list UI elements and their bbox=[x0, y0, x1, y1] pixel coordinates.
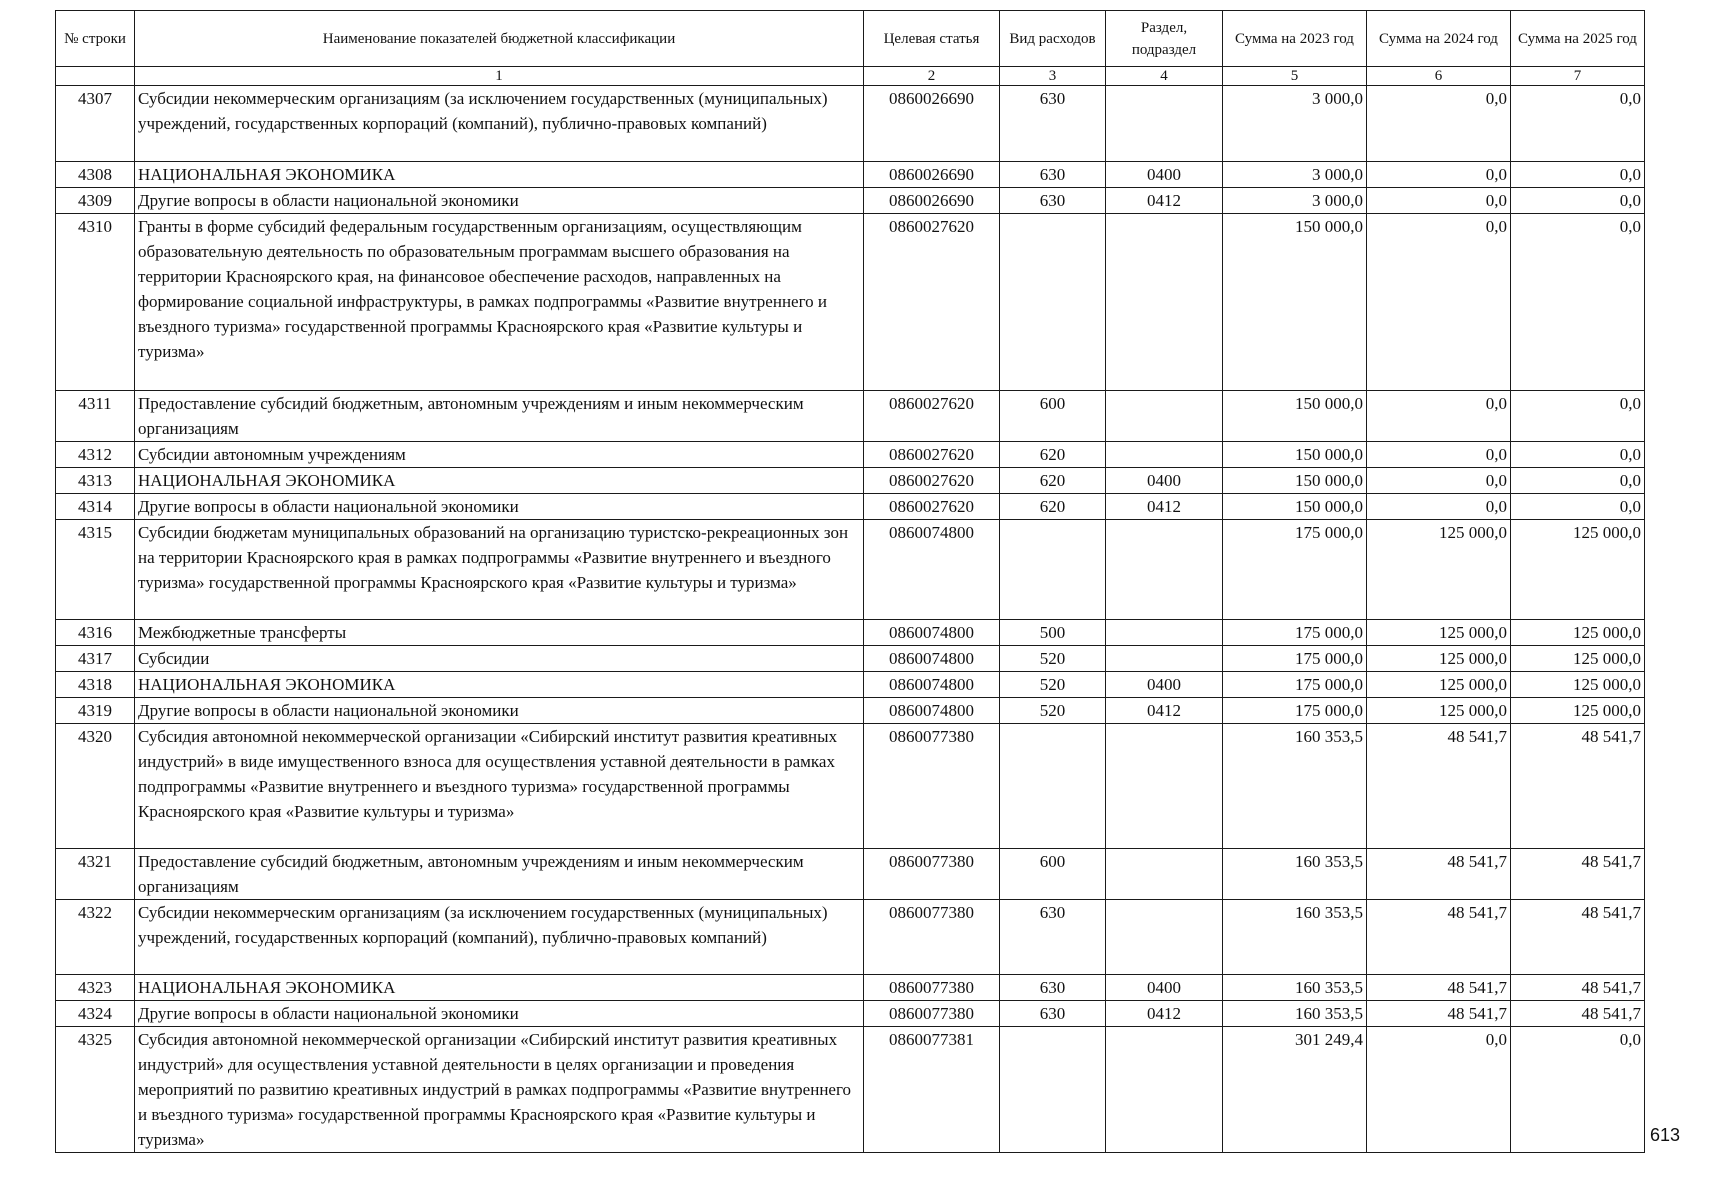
sum-2025-cell: 0,0 bbox=[1511, 1027, 1645, 1153]
expense-type-cell: 600 bbox=[1000, 849, 1106, 900]
column-number: 1 bbox=[135, 67, 864, 86]
indicator-name-cell: Межбюджетные трансферты bbox=[135, 620, 864, 646]
row-number-cell: 4321 bbox=[56, 849, 135, 900]
expense-type-cell: 630 bbox=[1000, 188, 1106, 214]
target-article-cell: 0860026690 bbox=[864, 86, 1000, 162]
target-article-cell: 0860074800 bbox=[864, 698, 1000, 724]
sum-2024-cell: 125 000,0 bbox=[1367, 620, 1511, 646]
column-number: 7 bbox=[1511, 67, 1645, 86]
sum-2025-cell: 0,0 bbox=[1511, 468, 1645, 494]
indicator-name-cell: Другие вопросы в области национальной экономики bbox=[135, 698, 864, 724]
row-number-cell: 4317 bbox=[56, 646, 135, 672]
sum-2025-cell: 0,0 bbox=[1511, 494, 1645, 520]
expense-type-cell: 520 bbox=[1000, 672, 1106, 698]
row-number-cell: 4308 bbox=[56, 162, 135, 188]
sum-2024-cell: 0,0 bbox=[1367, 391, 1511, 442]
sum-2023-cell: 175 000,0 bbox=[1223, 672, 1367, 698]
expense-type-cell bbox=[1000, 520, 1106, 620]
sum-2023-cell: 3 000,0 bbox=[1223, 86, 1367, 162]
section-cell: 0400 bbox=[1106, 975, 1223, 1001]
column-number: 4 bbox=[1106, 67, 1223, 86]
sum-2024-cell: 0,0 bbox=[1367, 86, 1511, 162]
table-row bbox=[56, 900, 1645, 975]
budget-table bbox=[55, 10, 1645, 1153]
row-number-cell: 4319 bbox=[56, 698, 135, 724]
sum-2024-cell: 125 000,0 bbox=[1367, 672, 1511, 698]
sum-2023-cell: 150 000,0 bbox=[1223, 494, 1367, 520]
table-row bbox=[56, 468, 1645, 494]
header-row-no: № строки bbox=[56, 11, 135, 67]
table-row bbox=[56, 698, 1645, 724]
section-cell bbox=[1106, 724, 1223, 849]
section-cell: 0412 bbox=[1106, 494, 1223, 520]
row-number-cell: 4315 bbox=[56, 520, 135, 620]
target-article-cell: 0860074800 bbox=[864, 520, 1000, 620]
section-cell: 0412 bbox=[1106, 188, 1223, 214]
table-row bbox=[56, 849, 1645, 900]
target-article-cell: 0860027620 bbox=[864, 468, 1000, 494]
header-razdel: Раздел, подраздел bbox=[1106, 11, 1223, 67]
sum-2025-cell: 125 000,0 bbox=[1511, 698, 1645, 724]
sum-2025-cell: 125 000,0 bbox=[1511, 520, 1645, 620]
indicator-name-cell: Субсидии некоммерческим организациям (за исключением государственных (муниципальных) учреждений, государственных корпораций (компаний), публично-правовых компаний) bbox=[135, 900, 864, 975]
target-article-cell: 0860077380 bbox=[864, 975, 1000, 1001]
section-cell bbox=[1106, 1027, 1223, 1153]
budget-sheet bbox=[55, 10, 1644, 1153]
target-article-cell: 0860027620 bbox=[864, 442, 1000, 468]
indicator-name-cell: НАЦИОНАЛЬНАЯ ЭКОНОМИКА bbox=[135, 975, 864, 1001]
section-cell bbox=[1106, 646, 1223, 672]
expense-type-cell: 630 bbox=[1000, 1001, 1106, 1027]
expense-type-cell bbox=[1000, 214, 1106, 391]
row-number-cell: 4316 bbox=[56, 620, 135, 646]
header-sum-2025: Сумма на 2025 год bbox=[1511, 11, 1645, 67]
target-article-cell: 0860077380 bbox=[864, 724, 1000, 849]
target-article-cell: 0860026690 bbox=[864, 188, 1000, 214]
table-row bbox=[56, 391, 1645, 442]
sum-2023-cell: 150 000,0 bbox=[1223, 468, 1367, 494]
row-number-cell: 4320 bbox=[56, 724, 135, 849]
table-row bbox=[56, 86, 1645, 162]
expense-type-cell: 620 bbox=[1000, 494, 1106, 520]
indicator-name-cell: Предоставление субсидий бюджетным, автономным учреждениям и иным некоммерческим организациям bbox=[135, 391, 864, 442]
row-number-cell: 4313 bbox=[56, 468, 135, 494]
expense-type-cell: 630 bbox=[1000, 162, 1106, 188]
target-article-cell: 0860077381 bbox=[864, 1027, 1000, 1153]
expense-type-cell: 600 bbox=[1000, 391, 1106, 442]
target-article-cell: 0860027620 bbox=[864, 391, 1000, 442]
header-row bbox=[56, 11, 1645, 67]
target-article-cell: 0860074800 bbox=[864, 620, 1000, 646]
sum-2025-cell: 48 541,7 bbox=[1511, 975, 1645, 1001]
sum-2023-cell: 175 000,0 bbox=[1223, 620, 1367, 646]
column-number: 3 bbox=[1000, 67, 1106, 86]
table-row bbox=[56, 442, 1645, 468]
sum-2025-cell: 125 000,0 bbox=[1511, 646, 1645, 672]
expense-type-cell: 630 bbox=[1000, 975, 1106, 1001]
section-cell bbox=[1106, 86, 1223, 162]
sum-2023-cell: 150 000,0 bbox=[1223, 391, 1367, 442]
target-article-cell: 0860077380 bbox=[864, 1001, 1000, 1027]
table-row bbox=[56, 646, 1645, 672]
target-article-cell: 0860074800 bbox=[864, 646, 1000, 672]
sum-2025-cell: 48 541,7 bbox=[1511, 724, 1645, 849]
table-row bbox=[56, 724, 1645, 849]
page-number: 613 bbox=[1650, 1125, 1681, 1145]
sum-2024-cell: 0,0 bbox=[1367, 442, 1511, 468]
table-row bbox=[56, 494, 1645, 520]
sum-2024-cell: 48 541,7 bbox=[1367, 975, 1511, 1001]
section-cell bbox=[1106, 900, 1223, 975]
column-number bbox=[56, 67, 135, 86]
indicator-name-cell: НАЦИОНАЛЬНАЯ ЭКОНОМИКА bbox=[135, 162, 864, 188]
sum-2025-cell: 48 541,7 bbox=[1511, 900, 1645, 975]
indicator-name-cell: НАЦИОНАЛЬНАЯ ЭКОНОМИКА bbox=[135, 468, 864, 494]
sum-2025-cell: 125 000,0 bbox=[1511, 672, 1645, 698]
column-numbers-row bbox=[56, 67, 1645, 86]
section-cell bbox=[1106, 849, 1223, 900]
header-sum-2024: Сумма на 2024 год bbox=[1367, 11, 1511, 67]
sum-2024-cell: 48 541,7 bbox=[1367, 1001, 1511, 1027]
sum-2025-cell: 48 541,7 bbox=[1511, 849, 1645, 900]
table-row bbox=[56, 1027, 1645, 1153]
sum-2023-cell: 160 353,5 bbox=[1223, 975, 1367, 1001]
table-row bbox=[56, 620, 1645, 646]
row-number-cell: 4322 bbox=[56, 900, 135, 975]
sum-2023-cell: 175 000,0 bbox=[1223, 698, 1367, 724]
sum-2023-cell: 150 000,0 bbox=[1223, 442, 1367, 468]
section-cell bbox=[1106, 214, 1223, 391]
indicator-name-cell: Другие вопросы в области национальной экономики bbox=[135, 188, 864, 214]
sum-2024-cell: 0,0 bbox=[1367, 468, 1511, 494]
target-article-cell: 0860027620 bbox=[864, 494, 1000, 520]
sum-2023-cell: 160 353,5 bbox=[1223, 900, 1367, 975]
sum-2023-cell: 160 353,5 bbox=[1223, 849, 1367, 900]
section-cell: 0400 bbox=[1106, 468, 1223, 494]
sum-2023-cell: 160 353,5 bbox=[1223, 1001, 1367, 1027]
sum-2025-cell: 0,0 bbox=[1511, 188, 1645, 214]
sum-2025-cell: 0,0 bbox=[1511, 391, 1645, 442]
expense-type-cell: 630 bbox=[1000, 900, 1106, 975]
sum-2024-cell: 48 541,7 bbox=[1367, 724, 1511, 849]
expense-type-cell: 520 bbox=[1000, 646, 1106, 672]
sum-2023-cell: 150 000,0 bbox=[1223, 214, 1367, 391]
indicator-name-cell: НАЦИОНАЛЬНАЯ ЭКОНОМИКА bbox=[135, 672, 864, 698]
sum-2024-cell: 48 541,7 bbox=[1367, 900, 1511, 975]
section-cell bbox=[1106, 391, 1223, 442]
row-number-cell: 4324 bbox=[56, 1001, 135, 1027]
sum-2024-cell: 0,0 bbox=[1367, 188, 1511, 214]
sum-2024-cell: 0,0 bbox=[1367, 1027, 1511, 1153]
sum-2023-cell: 3 000,0 bbox=[1223, 162, 1367, 188]
target-article-cell: 0860074800 bbox=[864, 672, 1000, 698]
indicator-name-cell: Другие вопросы в области национальной экономики bbox=[135, 1001, 864, 1027]
target-article-cell: 0860026690 bbox=[864, 162, 1000, 188]
row-number-cell: 4314 bbox=[56, 494, 135, 520]
row-number-cell: 4323 bbox=[56, 975, 135, 1001]
row-number-cell: 4310 bbox=[56, 214, 135, 391]
indicator-name-cell: Субсидии автономным учреждениям bbox=[135, 442, 864, 468]
sum-2023-cell: 160 353,5 bbox=[1223, 724, 1367, 849]
table-row bbox=[56, 672, 1645, 698]
section-cell: 0412 bbox=[1106, 1001, 1223, 1027]
indicator-name-cell: Гранты в форме субсидий федеральным государственным организациям, осуществляющим образовательную деятельность по образовательным программам высшего образования на территории Красноярского края, на финансовое обеспечение расходов, направленных на формирование социальной инфраструктуры, в рамках подпрограммы «Развитие внутреннего и въездного туризма» государственной программы Красноярского края «Развитие культуры и туризма» bbox=[135, 214, 864, 391]
table-row bbox=[56, 188, 1645, 214]
table-row bbox=[56, 520, 1645, 620]
sum-2025-cell: 48 541,7 bbox=[1511, 1001, 1645, 1027]
header-target: Целевая статья bbox=[864, 11, 1000, 67]
row-number-cell: 4312 bbox=[56, 442, 135, 468]
row-number-cell: 4318 bbox=[56, 672, 135, 698]
section-cell bbox=[1106, 620, 1223, 646]
header-vid: Вид расходов bbox=[1000, 11, 1106, 67]
header-sum-2023: Сумма на 2023 год bbox=[1223, 11, 1367, 67]
target-article-cell: 0860077380 bbox=[864, 900, 1000, 975]
sum-2025-cell: 0,0 bbox=[1511, 442, 1645, 468]
column-number: 6 bbox=[1367, 67, 1511, 86]
sum-2025-cell: 0,0 bbox=[1511, 214, 1645, 391]
indicator-name-cell: Субсидии бюджетам муниципальных образований на организацию туристско-рекреационных зон на территории Красноярского края в рамках подпрограммы «Развитие внутреннего и въездного туризма» государственной программы Красноярского края «Развитие культуры и туризма» bbox=[135, 520, 864, 620]
sum-2023-cell: 175 000,0 bbox=[1223, 520, 1367, 620]
expense-type-cell: 500 bbox=[1000, 620, 1106, 646]
expense-type-cell bbox=[1000, 1027, 1106, 1153]
row-number-cell: 4325 bbox=[56, 1027, 135, 1153]
expense-type-cell: 620 bbox=[1000, 468, 1106, 494]
indicator-name-cell: Субсидия автономной некоммерческой организации «Сибирский институт развития креативных индустрий» для осуществления уставной деятельности в целях организации и проведения мероприятий по развитию креативных индустрий в рамках подпрограммы «Развитие внутреннего и въездного туризма» государственной программы Красноярского края «Развитие культуры и туризма» bbox=[135, 1027, 864, 1153]
column-number: 2 bbox=[864, 67, 1000, 86]
sum-2024-cell: 0,0 bbox=[1367, 214, 1511, 391]
table-row bbox=[56, 975, 1645, 1001]
section-cell: 0400 bbox=[1106, 672, 1223, 698]
section-cell: 0412 bbox=[1106, 698, 1223, 724]
sum-2025-cell: 125 000,0 bbox=[1511, 620, 1645, 646]
sum-2024-cell: 125 000,0 bbox=[1367, 520, 1511, 620]
row-number-cell: 4311 bbox=[56, 391, 135, 442]
target-article-cell: 0860027620 bbox=[864, 214, 1000, 391]
sum-2024-cell: 125 000,0 bbox=[1367, 646, 1511, 672]
sum-2024-cell: 125 000,0 bbox=[1367, 698, 1511, 724]
budget-table-body bbox=[56, 86, 1645, 1153]
sum-2023-cell: 3 000,0 bbox=[1223, 188, 1367, 214]
section-cell bbox=[1106, 520, 1223, 620]
sum-2024-cell: 0,0 bbox=[1367, 494, 1511, 520]
sum-2023-cell: 175 000,0 bbox=[1223, 646, 1367, 672]
indicator-name-cell: Субсидии некоммерческим организациям (за исключением государственных (муниципальных) учреждений, государственных корпораций (компаний), публично-правовых компаний) bbox=[135, 86, 864, 162]
table-row bbox=[56, 1001, 1645, 1027]
section-cell: 0400 bbox=[1106, 162, 1223, 188]
row-number-cell: 4309 bbox=[56, 188, 135, 214]
indicator-name-cell: Субсидия автономной некоммерческой организации «Сибирский институт развития креативных индустрий» в виде имущественного взноса для осуществления уставной деятельности в рамках подпрограммы «Развитие внутреннего и въездного туризма» государственной программы Красноярского края «Развитие культуры и туризма» bbox=[135, 724, 864, 849]
sum-2024-cell: 48 541,7 bbox=[1367, 849, 1511, 900]
expense-type-cell: 630 bbox=[1000, 86, 1106, 162]
table-row bbox=[56, 162, 1645, 188]
indicator-name-cell: Субсидии bbox=[135, 646, 864, 672]
sum-2024-cell: 0,0 bbox=[1367, 162, 1511, 188]
sum-2023-cell: 301 249,4 bbox=[1223, 1027, 1367, 1153]
expense-type-cell: 520 bbox=[1000, 698, 1106, 724]
section-cell bbox=[1106, 442, 1223, 468]
sum-2025-cell: 0,0 bbox=[1511, 162, 1645, 188]
row-number-cell: 4307 bbox=[56, 86, 135, 162]
expense-type-cell: 620 bbox=[1000, 442, 1106, 468]
indicator-name-cell: Другие вопросы в области национальной экономики bbox=[135, 494, 864, 520]
table-row bbox=[56, 214, 1645, 391]
header-name: Наименование показателей бюджетной классификации bbox=[135, 11, 864, 67]
target-article-cell: 0860077380 bbox=[864, 849, 1000, 900]
sum-2025-cell: 0,0 bbox=[1511, 86, 1645, 162]
expense-type-cell bbox=[1000, 724, 1106, 849]
column-number: 5 bbox=[1223, 67, 1367, 86]
indicator-name-cell: Предоставление субсидий бюджетным, автономным учреждениям и иным некоммерческим организациям bbox=[135, 849, 864, 900]
